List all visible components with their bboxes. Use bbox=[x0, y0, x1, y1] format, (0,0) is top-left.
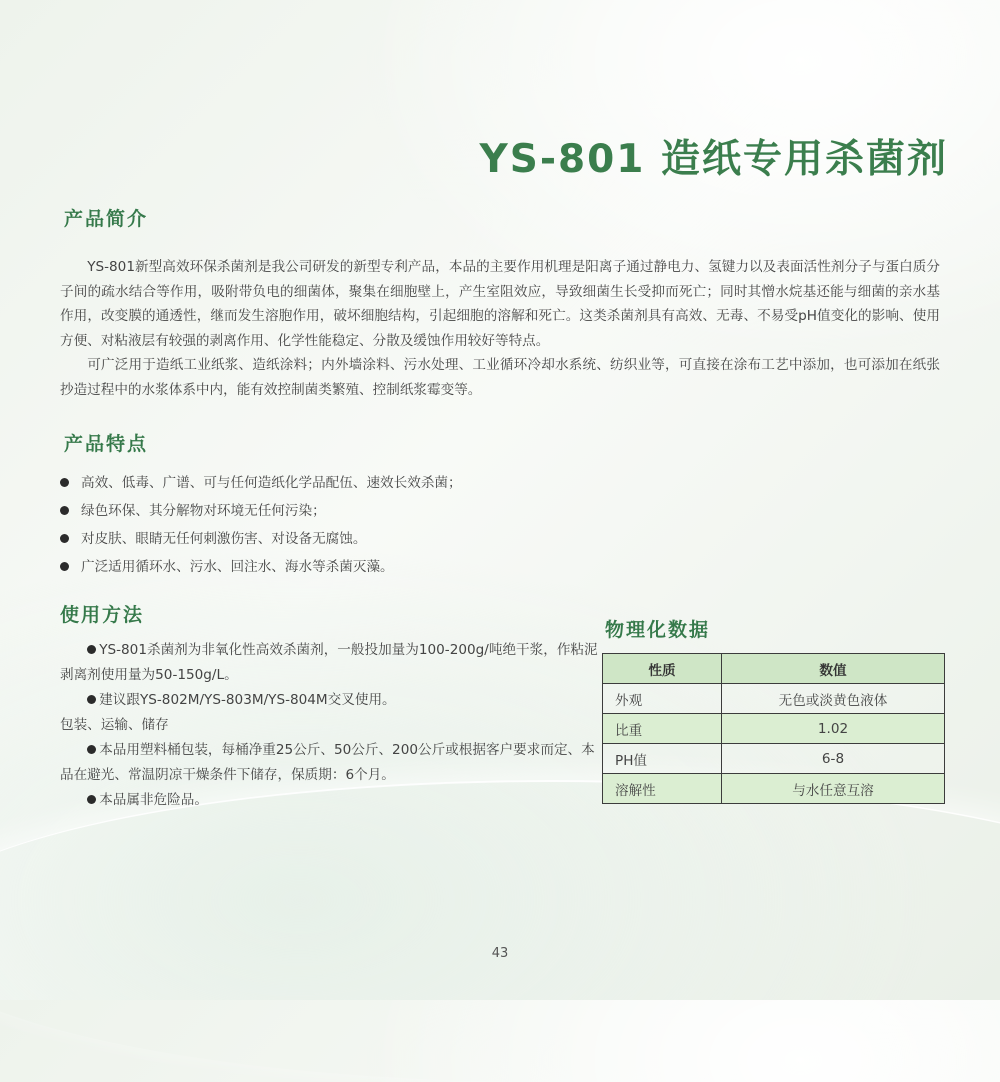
intro-text bbox=[60, 255, 940, 402]
bullet-icon bbox=[60, 534, 69, 543]
bullet-icon bbox=[87, 745, 96, 754]
physical-heading: 物理化数据 bbox=[605, 619, 711, 641]
property-cell: PH值 bbox=[603, 744, 722, 774]
intro-paragraph-1: YS-801新型高效环保杀菌剂是我公司研发的新型专利产品，本品的主要作用机理是阳离子通过静电力、氢键力以及表面活性剂分子与蛋白质分子间的疏水结合等作用，吸附带负电的细菌体，聚集在细胞壁上，产生室阻效应，导致细菌生长受抑而死亡；同时其憎水烷基还能与细菌的亲水基作用，改变膜的通透性，继而发生溶胞作用，破坏细胞结构，引起细胞的溶解和死亡。这类杀菌剂具有高效、无毒、不易受pH值变化的影响、使用方便、对粘液层有较强的剥离作用、化学性能稳定、分散及缓蚀作用较好等特点。 bbox=[60, 259, 940, 349]
bullet-icon bbox=[87, 645, 96, 654]
usage-line: YS-801杀菌剂为非氧化性高效杀菌剂，一般投加量为100-200g/吨绝干浆，作粘泥剥离剂使用量为50-150g/L。 bbox=[60, 642, 598, 683]
property-cell: 外观 bbox=[603, 684, 722, 714]
value-cell: 1.02 bbox=[722, 714, 945, 744]
usage-line: 建议跟YS-802M/YS-803M/YS-804M交叉使用。 bbox=[60, 688, 605, 713]
bullet-icon bbox=[60, 562, 69, 571]
bullet-icon bbox=[60, 478, 69, 487]
usage-line: 本品用塑料桶包装，每桶净重25公斤、50公斤、200公斤或根据客户要求而定、本品在避光、常温阴凉干燥条件下储存，保质期：6个月。 bbox=[60, 742, 595, 783]
storage-subheading: 包装、运输、储存 bbox=[60, 717, 169, 733]
bullet-icon bbox=[60, 506, 69, 515]
features-list bbox=[60, 469, 462, 581]
table-row bbox=[603, 714, 945, 744]
intro-paragraph-2: 可广泛用于造纸工业纸浆、造纸涂料；内外墙涂料、污水处理、工业循环冷却水系统、纺织业等，可直接在涂布工艺中添加，也可添加在纸张抄造过程中的水浆体系中内，能有效控制菌类繁殖、控制纸浆霉变等。 bbox=[60, 357, 940, 398]
table-row bbox=[603, 744, 945, 774]
property-cell: 比重 bbox=[603, 714, 722, 744]
decorative-swoosh bbox=[0, 780, 1000, 1082]
features-heading: 产品特点 bbox=[64, 433, 149, 455]
table-header-row bbox=[603, 654, 945, 684]
usage-line: 本品属非危险品。 bbox=[60, 788, 605, 813]
physical-data-table bbox=[602, 653, 945, 804]
bullet-icon bbox=[87, 795, 96, 804]
intro-heading: 产品简介 bbox=[64, 208, 149, 230]
column-header-property: 性质 bbox=[603, 654, 722, 684]
value-cell: 6-8 bbox=[722, 744, 945, 774]
property-cell: 溶解性 bbox=[603, 774, 722, 804]
column-header-value: 数值 bbox=[722, 654, 945, 684]
list-item: 广泛适用循环水、污水、回注水、海水等杀菌灭藻。 bbox=[60, 553, 462, 581]
page-title: YS-801 造纸专用杀菌剂 bbox=[479, 137, 948, 182]
usage-text bbox=[60, 638, 605, 813]
page-number: 43 bbox=[491, 946, 509, 961]
list-item: 对皮肤、眼睛无任何刺激伤害、对设备无腐蚀。 bbox=[60, 525, 462, 553]
table-row bbox=[603, 684, 945, 714]
list-item: 绿色环保、其分解物对环境无任何污染； bbox=[60, 497, 462, 525]
value-cell: 无色或淡黄色液体 bbox=[722, 684, 945, 714]
usage-heading: 使用方法 bbox=[60, 604, 145, 626]
value-cell: 与水任意互溶 bbox=[722, 774, 945, 804]
bullet-icon bbox=[87, 695, 96, 704]
table-row bbox=[603, 774, 945, 804]
list-item: 高效、低毒、广谱、可与任何造纸化学品配伍、速效长效杀菌； bbox=[60, 469, 462, 497]
